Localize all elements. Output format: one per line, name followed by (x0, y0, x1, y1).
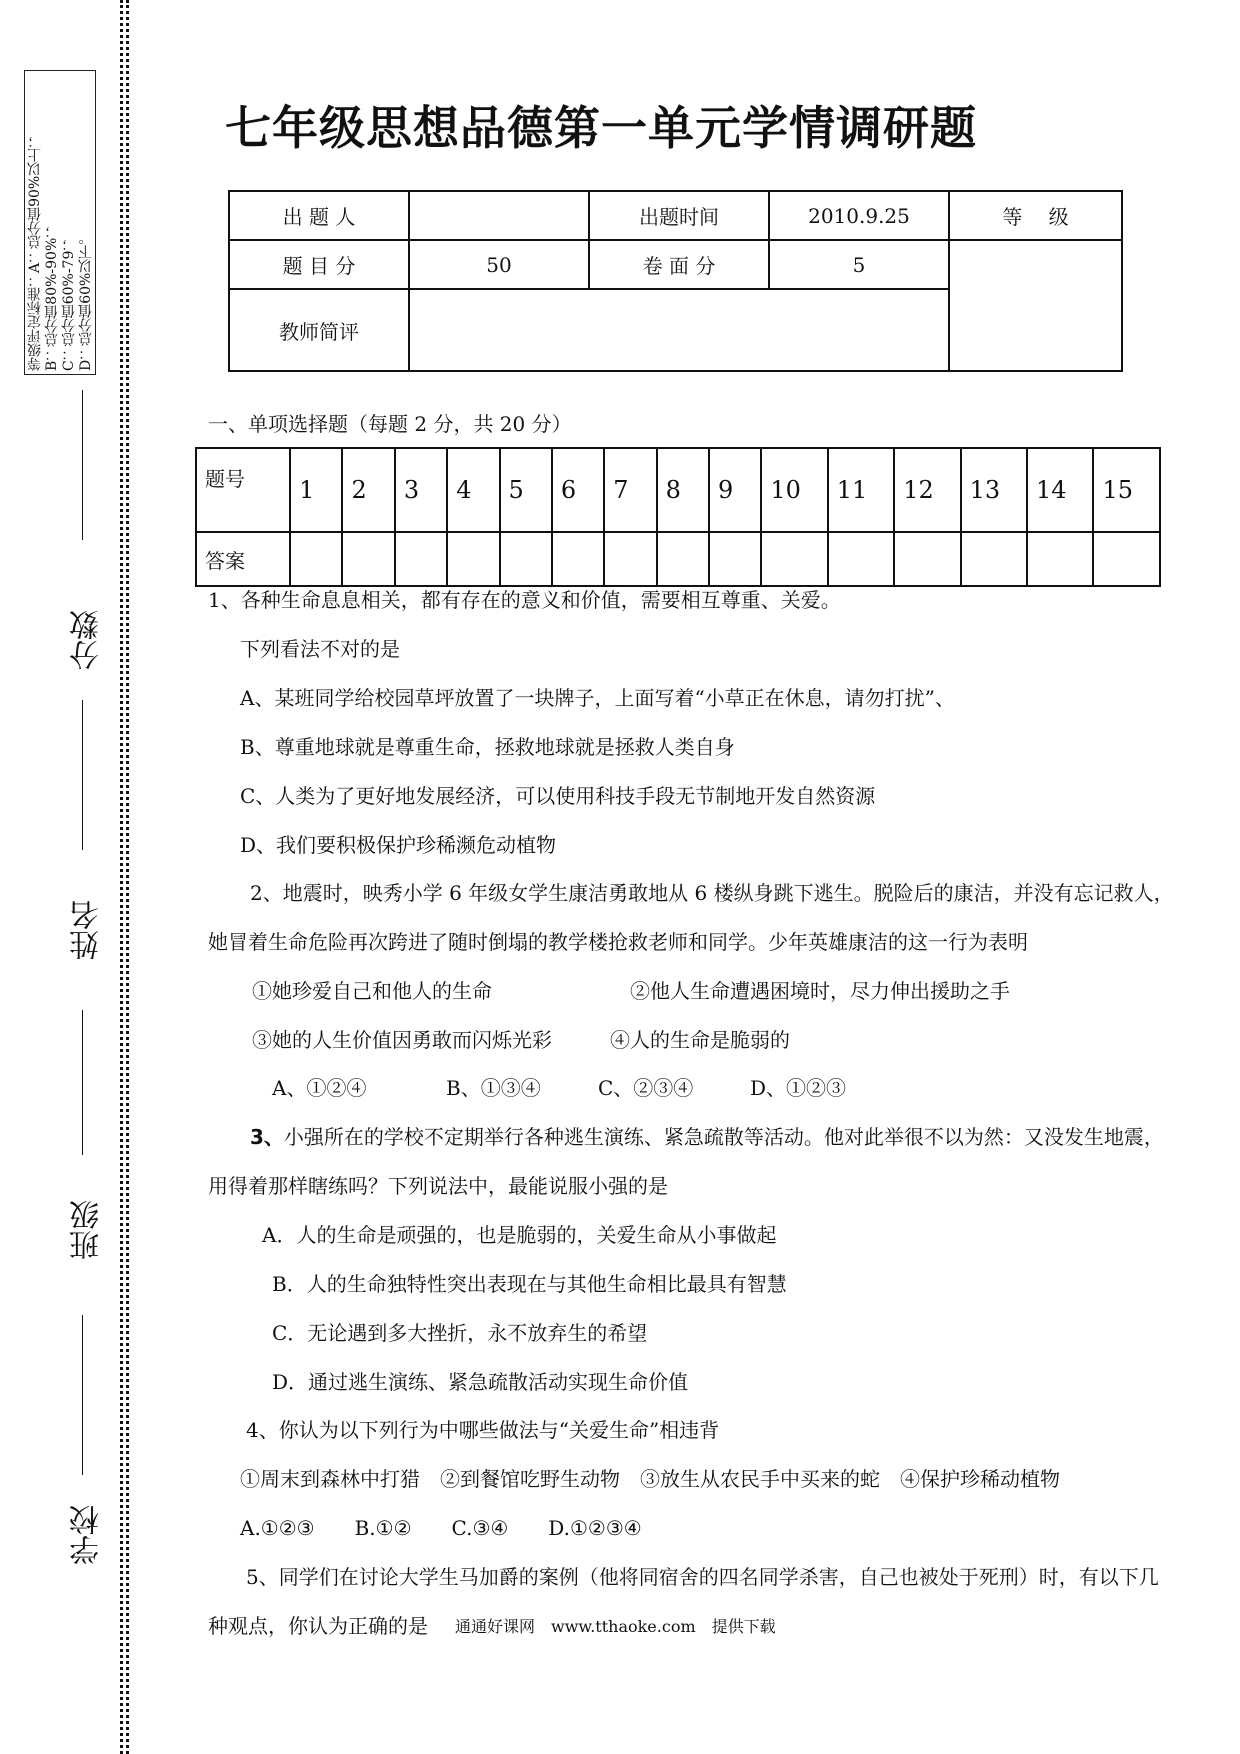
q3-option-b: B．人的生命独特性突出表现在与其他生命相比最具有智慧 (272, 1272, 787, 1296)
grade-label: 等 级 (949, 191, 1122, 240)
q2-option-a: A、①②④ (272, 1076, 367, 1100)
q3-option-a: A．人的生命是顽强的，也是脆弱的，关爱生命从小事做起 (262, 1223, 777, 1247)
q3-option-d: D．通过逃生演练、紧急疏散活动实现生命价值 (272, 1370, 689, 1394)
class-field[interactable] (30, 1010, 130, 1280)
question-number: 9 (709, 448, 761, 532)
subject-score-value: 50 (409, 240, 589, 289)
score-write-line[interactable] (82, 390, 83, 540)
paper-score-value: 5 (769, 240, 949, 289)
setter-label: 出 题 人 (229, 191, 409, 240)
class-label: 班级 (70, 1200, 105, 1260)
score-field[interactable] (30, 390, 130, 670)
question-number: 5 (500, 448, 552, 532)
time-label: 出题时间 (589, 191, 769, 240)
page-title: 七年级思想品德第一单元学情调研题 (225, 101, 977, 155)
school-field[interactable] (30, 1315, 130, 1585)
q3-number: 3、 (250, 1125, 284, 1149)
q1-option-d: D、我们要积极保护珍稀濒危动植物 (240, 833, 557, 857)
question-number: 14 (1027, 448, 1093, 532)
binding-margin (0, 0, 135, 1754)
answer-cell[interactable] (290, 532, 342, 586)
answer-table (195, 447, 1161, 587)
q2-line2: 她冒着生命危险再次跨进了随时倒塌的教学楼抢救老师和同学。少年英雄康洁的这一行为表明 (208, 930, 1028, 954)
q3-line2: 用得着那样瞎练吗？下列说法中，最能说服小强的是 (208, 1174, 668, 1198)
class-write-line[interactable] (82, 1010, 83, 1155)
q4-stem: 4、你认为以下列行为中哪些做法与“关爱生命”相违背 (246, 1418, 720, 1442)
q5-line2: 种观点，你认为正确的是 (208, 1614, 428, 1638)
q2-item2: ②他人生命遭遇困境时，尽力伸出援助之手 (630, 979, 1010, 1003)
question-number: 8 (657, 448, 709, 532)
q1-stem: 1、各种生命息息相关，都有存在的意义和价值，需要相互尊重、关爱。 (208, 588, 841, 612)
comment-label: 教师简评 (229, 289, 409, 371)
school-label: 学校 (70, 1505, 105, 1565)
time-value: 2010.9.25 (769, 191, 949, 240)
q2-line1: 2、地震时，映秀小学 6 年级女学生康洁勇敢地从 6 楼纵身跳下逃生。脱险后的康洁，并没有忘记救人， (250, 881, 1174, 905)
answer-cell[interactable] (1027, 532, 1093, 586)
answer-cell[interactable] (447, 532, 499, 586)
question-number: 3 (395, 448, 447, 532)
question-number: 11 (828, 448, 894, 532)
q1-option-c: C、人类为了更好地发展经济，可以使用科技手段无节制地开发自然资源 (240, 784, 876, 808)
footer-credit: 通通好课网 www.tthaoke.com 提供下载 (455, 1617, 776, 1636)
answer-cell[interactable] (500, 532, 552, 586)
q2-item1: ①她珍爱自己和他人的生命 (252, 979, 492, 1003)
answer-cell[interactable] (709, 532, 761, 586)
q2-option-b: B、①③④ (446, 1076, 541, 1100)
paper-score-label: 卷 面 分 (589, 240, 769, 289)
answer-cell[interactable] (552, 532, 604, 586)
comment-value-cell[interactable] (409, 289, 949, 371)
grade-value-cell[interactable] (949, 240, 1122, 371)
q2-item3: ③她的人生价值因勇敢而闪烁光彩 (252, 1028, 552, 1052)
grade-standard-box (24, 70, 96, 375)
q1-sub: 下列看法不对的是 (240, 637, 400, 661)
grade-standard-line: D：总分值60%以下。 (78, 230, 94, 371)
q4-options: A.①②③ B.①② C.③④ D.①②③④ (240, 1516, 642, 1540)
name-label: 姓名 (70, 900, 105, 960)
answer-cell[interactable] (1093, 532, 1160, 586)
q3-option-c: C．无论遇到多大挫折，永不放弃生的希望 (272, 1321, 648, 1345)
q1-option-b: B、尊重地球就是尊重生命，拯救地球就是拯救人类自身 (240, 735, 735, 759)
grade-standard-line: C：总分值60%-79； (61, 236, 77, 371)
q3-line1-text: 小强所在的学校不定期举行各种逃生演练、紧急疏散等活动。他对此举很不以为然：又没发生地震， (283, 1125, 1164, 1149)
answer-cell[interactable] (604, 532, 656, 586)
question-number: 6 (552, 448, 604, 532)
question-number: 7 (604, 448, 656, 532)
answer-cell[interactable] (828, 532, 894, 586)
answer-cell[interactable] (961, 532, 1027, 586)
section1-heading: 一、单项选择题（每题 2 分，共 20 分） (208, 412, 572, 436)
question-number: 15 (1093, 448, 1160, 532)
question-number: 2 (342, 448, 394, 532)
question-number: 10 (761, 448, 827, 532)
question-number-label: 题号 (196, 448, 290, 532)
q1-option-a: A、某班同学给校园草坪放置了一块牌子，上面写着“小草正在休息，请勿打扰”、 (240, 686, 955, 710)
question-number: 13 (961, 448, 1027, 532)
name-write-line[interactable] (82, 700, 83, 850)
subject-score-label: 题 目 分 (229, 240, 409, 289)
answer-cell[interactable] (657, 532, 709, 586)
school-write-line[interactable] (82, 1315, 83, 1475)
q2-option-d: D、①②③ (750, 1076, 847, 1100)
answer-cell[interactable] (342, 532, 394, 586)
q5-line1: 5、同学们在讨论大学生马加爵的案例（他将同宿舍的四名同学杀害，自己也被处于死刑）时，有以下几 (246, 1565, 1159, 1589)
grade-standard-line: B：总分值80%-90%； (44, 223, 60, 371)
q2-item4: ④人的生命是脆弱的 (610, 1028, 790, 1052)
answer-cell[interactable] (761, 532, 827, 586)
grade-standard-line: 等级评定标准：A：总分值90%以上； (27, 133, 43, 371)
name-field[interactable] (30, 700, 130, 970)
question-number: 4 (447, 448, 499, 532)
q4-items: ①周末到森林中打猎 ②到餐馆吃野生动物 ③放生从农民手中买来的蛇 ④保护珍稀动植物 (240, 1467, 1060, 1491)
question-number: 12 (894, 448, 960, 532)
setter-value[interactable] (409, 191, 589, 240)
question-number: 1 (290, 448, 342, 532)
info-table (228, 190, 1123, 372)
answer-cell[interactable] (894, 532, 960, 586)
q3-line1 (250, 1121, 1164, 1150)
q2-option-c: C、②③④ (598, 1076, 694, 1100)
answer-label: 答案 (196, 532, 290, 586)
score-label: 分数 (70, 610, 105, 670)
answer-cell[interactable] (395, 532, 447, 586)
